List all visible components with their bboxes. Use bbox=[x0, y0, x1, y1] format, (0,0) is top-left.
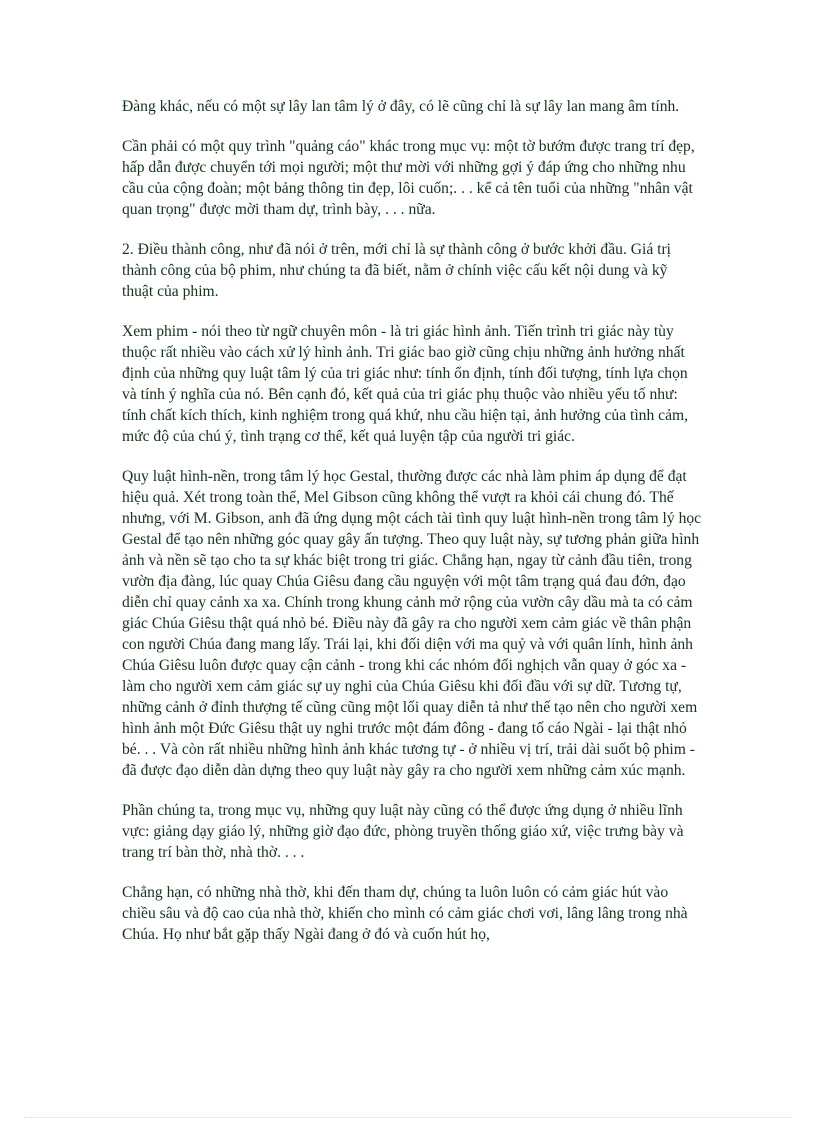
paragraph: Chẳng hạn, có những nhà thờ, khi đến tham dự, chúng ta luôn luôn có cảm giác hút vào chiều sâu và độ cao của nhà thờ, khiến cho mình có cảm giác chơi vơi, lâng lâng trong nhà Chúa. Họ như bắt gặp thấy Ngài đang ở đó và cuốn hút họ, bbox=[122, 884, 688, 943]
document-body bbox=[122, 96, 702, 964]
paragraph: Quy luật hình-nền, trong tâm lý học Gestal, thường được các nhà làm phim áp dụng để đạt hiệu quả. Xét trong toàn thể, Mel Gibson cũng không thể vượt ra khỏi cái chung đó. Thế nhưng, với M. Gibson, anh đã ứng dụng một cách tài tình quy luật hình-nền trong tâm lý học Gestal để tạo nên những góc quay gây ấn tượng. Theo quy luật này, sự tương phản giữa hình ảnh và nền sẽ tạo cho ta sự khác biệt trong tri giác. Chẳng hạn, ngay từ cảnh đầu tiên, trong vườn địa đàng, lúc quay Chúa Giêsu đang cầu nguyện với một tâm trạng quá đau đớn, đạo diễn chỉ quay cảnh xa xa. Chính trong khung cảnh mở rộng của vườn cây dầu mà ta có cảm giác Chúa Giêsu thật quá nhỏ bé. Điều này đã gây ra cho người xem cảm giác về thân phận con người Chúa đang mang lấy. Trái lại, khi đối diện với ma quỷ và với quân lính, hình ảnh Chúa Giêsu luôn được quay cận cảnh - trong khi các nhóm đối nghịch vẫn quay ở góc xa - làm cho người xem cảm giác sự uy nghi của Chúa Giêsu khi đối đầu với sự dữ. Tương tự, những cảnh ở đỉnh thượng tế cũng cũng một lối quay diễn tả như thế tạo nên cho người xem hình ảnh một Đức Giêsu thật uy nghi trước một đám đông - đang tố cáo Ngài - lại thật nhỏ bé. . . Và còn rất nhiều những hình ảnh khác tương tự - ở nhiều vị trí, trải dài suốt bộ phim - đã được đạo diễn dàn dựng theo quy luật này gây ra cho người xem những cảm xúc mạnh. bbox=[122, 468, 702, 779]
paragraph: Cần phải có một quy trình "quảng cáo" khác trong mục vụ: một tờ bướm được trang trí đẹp, hấp dẫn được chuyển tới mọi người; một thư mời với những gợi ý đáp ứng cho những nhu cầu của cộng đoàn; một bảng thông tin đẹp, lôi cuốn;. . . kể cả tên tuổi của những "nhân vật quan trọng" được mời tham dự, trình bày, . . . nữa. bbox=[122, 138, 695, 218]
paragraph: Phần chúng ta, trong mục vụ, những quy luật này cũng có thể được ứng dụng ở nhiều lĩnh vực: giảng dạy giáo lý, những giờ đạo đức, phòng truyền thống giáo xứ, việc trưng bày và trang trí bàn thờ, nhà thờ. . . . bbox=[122, 802, 684, 861]
paragraph: 2. Điều thành công, như đã nói ở trên, mới chỉ là sự thành công ở bước khởi đầu. Giá trị thành công của bộ phim, như chúng ta đã biết, nằm ở chính việc cấu kết nội dung và kỹ thuật của phim. bbox=[122, 241, 672, 300]
page-bottom-divider bbox=[24, 1117, 792, 1118]
paragraph: Xem phim - nói theo từ ngữ chuyên môn - là tri giác hình ảnh. Tiến trình tri giác này tùy thuộc rất nhiều vào cách xử lý hình ảnh. Tri giác bao giờ cũng chịu những ảnh hưởng nhất định của những quy luật tâm lý của tri giác như: tính ổn định, tính đối tượng, tính lựa chọn và tính ý nghĩa của nó. Bên cạnh đó, kết quả của tri giác phụ thuộc vào nhiều yếu tố như: tính chất kích thích, kinh nghiệm trong quá khứ, nhu cầu hiện tại, ảnh hưởng của tình cảm, mức độ của chú ý, tình trạng cơ thể, kết quả luyện tập của người tri giác. bbox=[122, 323, 689, 445]
paragraph: Đàng khác, nếu có một sự lây lan tâm lý ở đây, có lẽ cũng chỉ là sự lây lan mang âm tính. bbox=[122, 98, 680, 115]
